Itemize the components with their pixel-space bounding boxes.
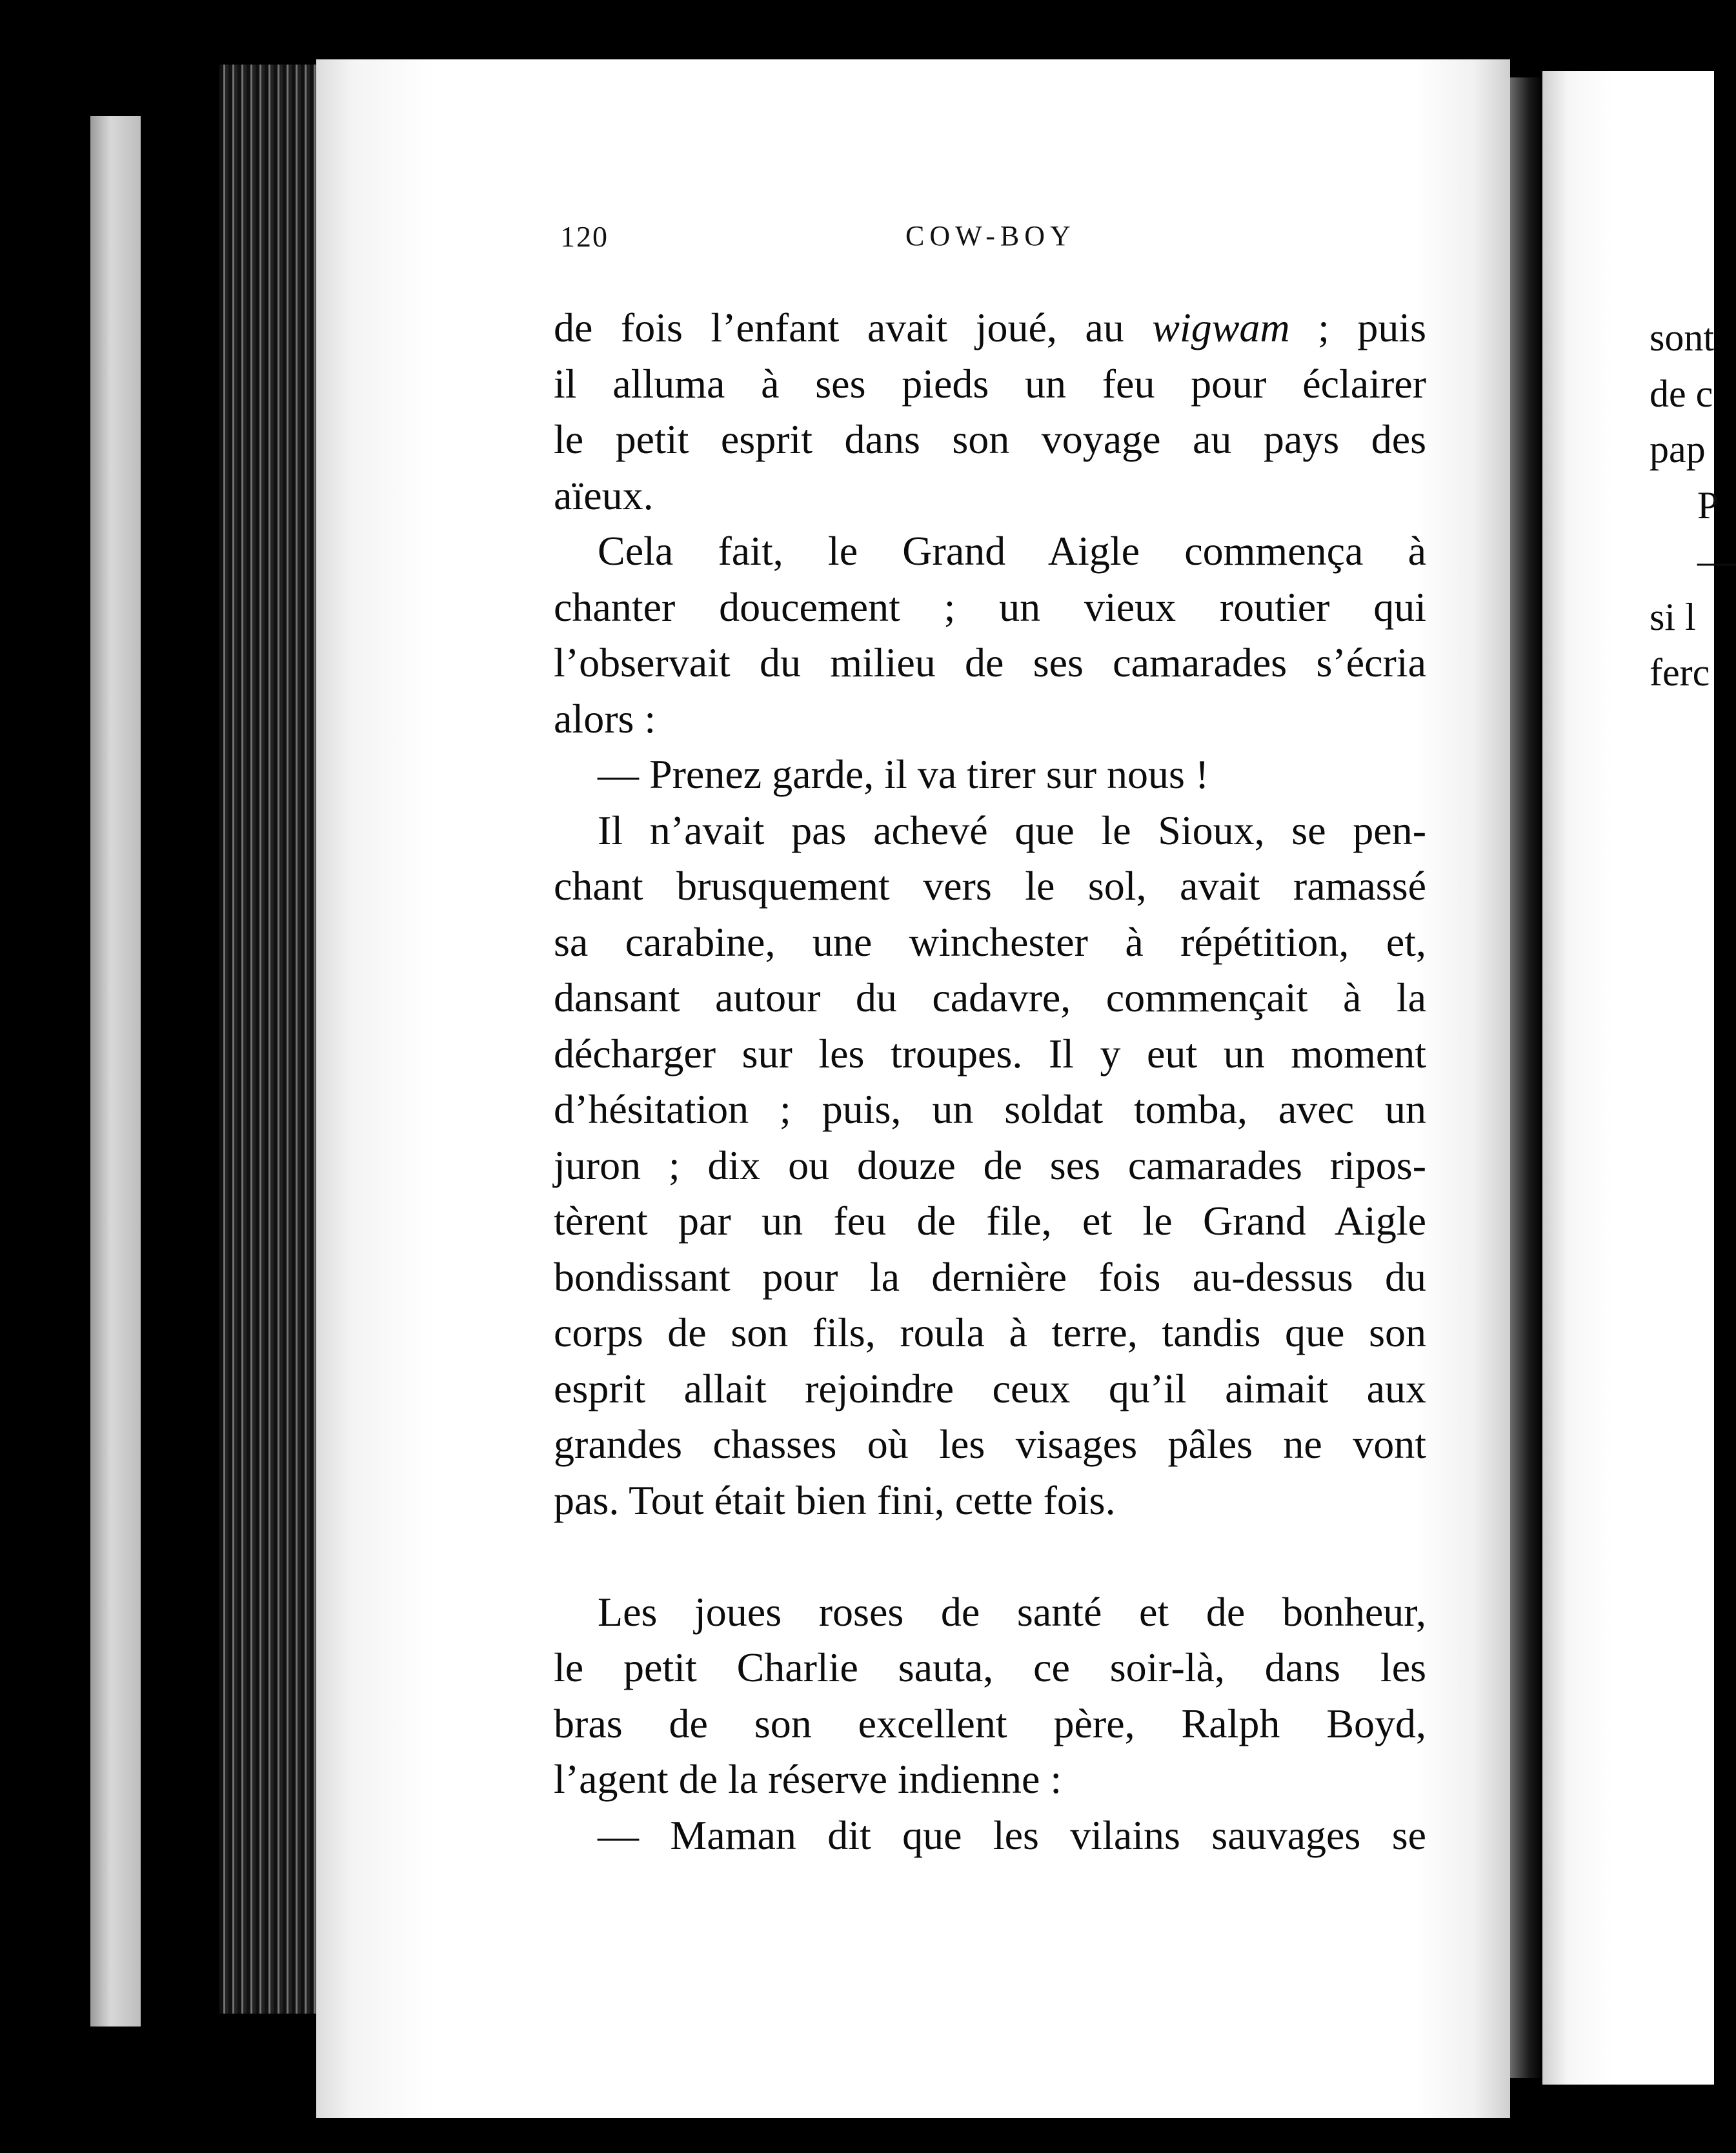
running-title: COW-BOY — [905, 220, 1076, 252]
text-line: bras de son excellent père, Ralph Boyd, — [554, 1700, 1426, 1746]
text-line: l’agent de la réserve indienne : — [554, 1756, 1062, 1802]
text-line: Il n’avait pas achevé que le Sioux, se pen- — [598, 807, 1426, 853]
text-line: le petit esprit dans son voyage au pays des — [554, 416, 1426, 462]
text-line: d’hésitation ; puis, un soldat tomba, avec un — [554, 1086, 1426, 1132]
text-line: alors : — [554, 695, 656, 742]
text-line: tèrent par un feu de file, et le Grand Aigle — [554, 1198, 1426, 1244]
text-line: pas. Tout était bien fini, cette fois. — [554, 1477, 1116, 1523]
book-gutter — [1510, 77, 1542, 2078]
text-line: de fois l’enfant avait joué, au wigwam ; puis — [554, 305, 1427, 350]
page-number: 120 — [560, 220, 609, 253]
text-line: juron ; dix ou douze de ses camarades ripos- — [554, 1142, 1426, 1188]
fragment: sont — [1650, 316, 1715, 359]
fragment: P — [1697, 483, 1719, 527]
text-line: le petit Charlie sauta, ce soir-là, dans les — [554, 1644, 1426, 1690]
outer-fore-edge — [90, 116, 141, 2027]
text-line: décharger sur les troupes. Il y eut un moment — [554, 1030, 1426, 1076]
italic-word: wigwam — [1152, 305, 1290, 350]
text-line: grandes chasses où les visages pâles ne vont — [554, 1421, 1426, 1467]
fragment: ferc — [1650, 651, 1710, 694]
fragment: de c — [1650, 372, 1713, 415]
text-line: aïeux. — [554, 472, 654, 518]
text-line: l’observait du milieu de ses camarades s’écria — [554, 640, 1426, 685]
fragment: si l — [1650, 595, 1696, 638]
text-line: corps de son fils, roula à terre, tandis que son — [554, 1309, 1426, 1355]
text-line: bondissant pour la dernière fois au-dessus du — [554, 1253, 1426, 1300]
text-line: chanter doucement ; un vieux routier qui — [554, 583, 1426, 630]
text-line: Les joues roses de santé et de bonheur, — [598, 1588, 1426, 1635]
text-line: esprit allait rejoindre ceux qu’il aimait aux — [554, 1365, 1426, 1411]
text-line: chant brusquement vers le sol, avait ramassé — [554, 863, 1426, 909]
text-line: — Maman dit que les vilains sauvages se — [598, 1812, 1426, 1858]
page-body-text — [554, 300, 1426, 1863]
fragment: — — [1697, 540, 1736, 582]
text-line: dansant autour du cadavre, commençait à la — [554, 975, 1426, 1020]
fragment: pap — [1650, 428, 1706, 470]
text-line: sa carabine, une winchester à répétition, et, — [554, 918, 1426, 965]
next-page-text-fragments — [1650, 310, 1736, 701]
text-line: Cela fait, le Grand Aigle commença à — [598, 528, 1426, 574]
page-edges-stack — [219, 65, 316, 2014]
text-line: — Prenez garde, il va tirer sur nous ! — [598, 751, 1209, 797]
text-line: il alluma à ses pieds un feu pour éclairer — [554, 360, 1426, 407]
running-head — [560, 219, 1431, 258]
